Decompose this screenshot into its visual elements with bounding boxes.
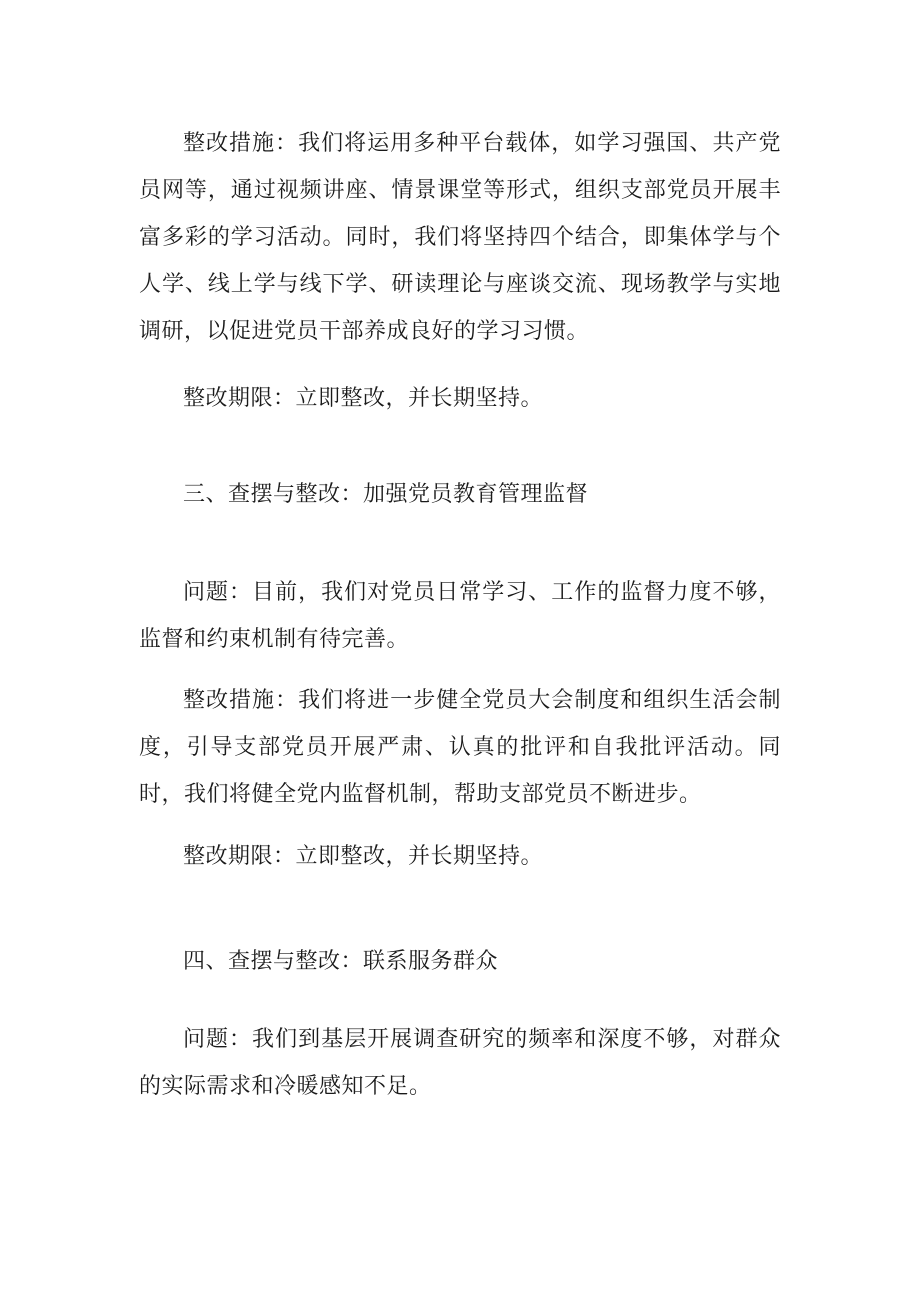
section4-problem-paragraph: 问题：我们到基层开展调查研究的频率和深度不够，对群众的实际需求和冷暖感知不足。 <box>139 1027 781 1099</box>
section2-deadline-paragraph: 整改期限：立即整改，并长期坚持。 <box>183 386 544 411</box>
section2-measures-paragraph: 整改措施：我们将运用多种平台载体，如学习强国、共产党员网等，通过视频讲座、情景课堂等形式，组织支部党员开展丰富多彩的学习活动。同时，我们将坚持四个结合，即集体学与个人学、线上学与线下学、研读理论与座谈交流、现场教学与实地调研，以促进党员干部养成良好的学习习惯。 <box>139 131 781 344</box>
section3-measures-paragraph: 整改措施：我们将进一步健全党员大会制度和组织生活会制度，引导支部党员开展严肃、认真的批评和自我批评活动。同时，我们将健全党内监督机制，帮助支部党员不断进步。 <box>139 688 781 807</box>
section3-problem-paragraph: 问题：目前，我们对党员日常学习、工作的监督力度不够，监督和约束机制有待完善。 <box>139 580 781 652</box>
section3-heading: 三、查摆与整改：加强党员教育管理监督 <box>183 482 589 507</box>
section3-deadline-paragraph: 整改期限：立即整改，并长期坚持。 <box>183 844 544 869</box>
section4-heading: 四、查摆与整改：联系服务群众 <box>183 949 499 974</box>
